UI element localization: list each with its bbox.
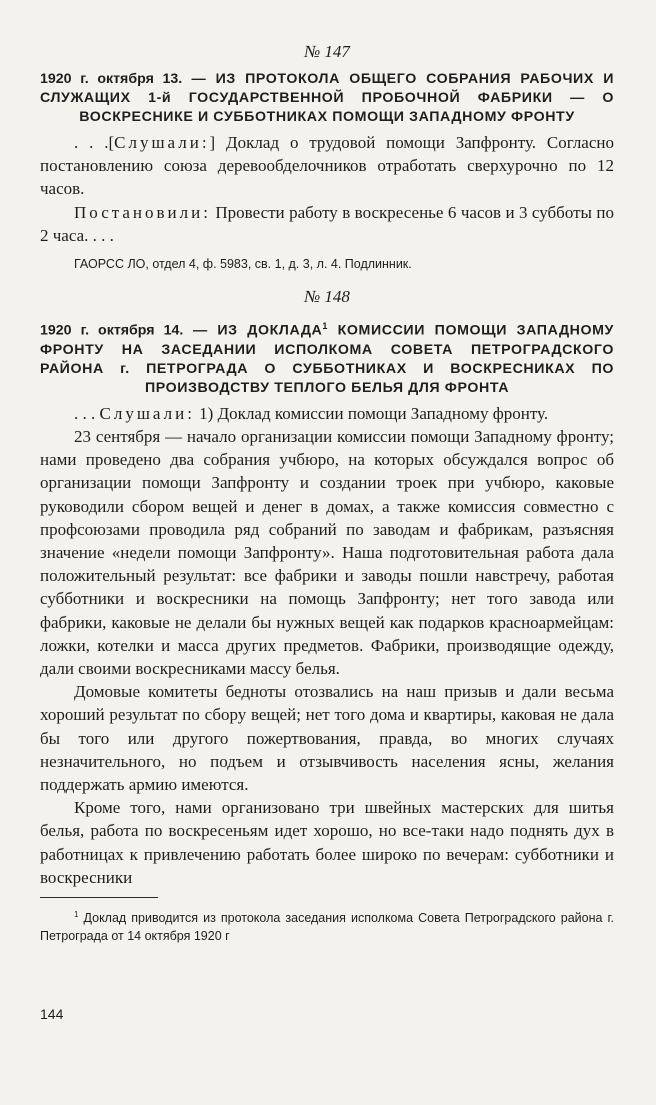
document-title-147: — ИЗ ПРОТОКОЛА ОБЩЕГО СОБРАНИЯ РАБОЧИХ И СЛУЖАЩИХ 1-й ГОСУДАРСТВЕННОЙ ПРОБОЧНОЙ ФАБРИКИ — О ВОСКРЕСНИКЕ И СУББОТНИКАХ ПОМОЩИ ЗАПАДНОМУ ФРОНТУ [40, 71, 614, 125]
heard-text-147: ] Доклад о трудовой помощи Запфронту. Согласно постановлению союза деревообделочников отработать сверхурочно по 12 часов. [40, 133, 614, 199]
document-number-147: № 147 [304, 42, 350, 61]
footnote-divider [40, 897, 158, 898]
heard-paragraph-147 [40, 131, 614, 201]
document-number-148: № 148 [304, 287, 350, 307]
document-title-148-part1: — ИЗ ДОКЛАДА [192, 322, 323, 339]
document-date-147: 1920 г. октября 13. [40, 71, 183, 87]
footnote [40, 906, 614, 945]
document-heading-148 [40, 317, 614, 398]
resolved-paragraph-147 [40, 201, 614, 247]
page-number: 144 [40, 1006, 64, 1022]
heard-prefix-147: . . .[ [74, 133, 115, 152]
heard-text-148: 1) Доклад комиссии помощи Западному фронту. [194, 403, 549, 423]
footnote-reference: 1 [322, 321, 328, 332]
document-heading-147 [40, 70, 614, 127]
footnote-text: Доклад приводится из протокола заседания исполкома Совета Петроградского района г. Петрограда от 14 октября 1920 г [40, 911, 614, 944]
archive-source-147: ГАОРСС ЛО, отдел 4, ф. 5983, св. 1, д. 3, л. 4. Подлинник. [74, 257, 412, 272]
resolved-label-147: Постановили: [74, 202, 211, 222]
footnote-mark: 1 [74, 910, 79, 920]
document-title-148-part2: КОМИССИИ ПОМОЩИ ЗАПАДНОМУ ФРОНТУ НА ЗАСЕДАНИИ ИСПОЛКОМА СОВЕТА ПЕТРОГРАДСКОГО РАЙОНА г. ПЕТРОГРАДА О СУББОТНИКАХ И ВОСКРЕСНИКАХ ПО ПРОИЗВОДСТВУ ТЕПЛОГО БЕЛЬЯ ДЛЯ ФРОНТА [40, 322, 614, 396]
body-paragraph-1: 23 сентября — начало организации комиссии помощи Западному фронту; нами проведено два собрания учбюро, на которых обсуждался вопрос об организации помощи Запфронту и создании троек при учбюро, каковые руководили сбором вещей и денег в домах, а также комиссия совместно с профсоюзами проводила ряд собраний по заводам и фабрикам, разъясняя значение «недели помощи Запфронту». Наша подготовительная работа дала положительный результат: все фабрики и заводы пошли навстречу, работая субботники и воскресники на помощь Запфронту; нет того завода или фабрики, каковые не делали бы нужных вещей как подарков красноармейцам: ложки, котелки и масса других предметов. Фабрики, производящие одежду, дали своими воскресниками массу белья. [40, 426, 614, 678]
document-date-148: 1920 г. октября 14. [40, 322, 184, 339]
resolved-text-147: Провести работу в воскресенье 6 часов и 3 субботы по 2 часа. . . . [40, 202, 614, 245]
body-paragraph-2: Домовые комитеты бедноты отозвались на наш призыв и дали весьма хороший результат по сбору вещей; нет того дома и квартиры, каковая не дала бы того или другого пожертвования, правда, во многих случаях незначительного, но подъем и отзывчивость населения ясны, желания поддержать армию имеются. [40, 682, 614, 794]
heard-paragraph-148 [40, 402, 614, 425]
heard-label-148: Слушали: [99, 403, 195, 423]
heard-prefix-148: . . . [74, 403, 100, 423]
heard-label-147: Слушали: [114, 133, 210, 152]
body-paragraph-3: Кроме того, нами организовано три швейных мастерских для шитья белья, работа по воскресеньям идет хорошо, но все-таки надо поднять дух в работницах к привлечению работать более широко по вечерам: субботники и воскресники [40, 798, 614, 887]
